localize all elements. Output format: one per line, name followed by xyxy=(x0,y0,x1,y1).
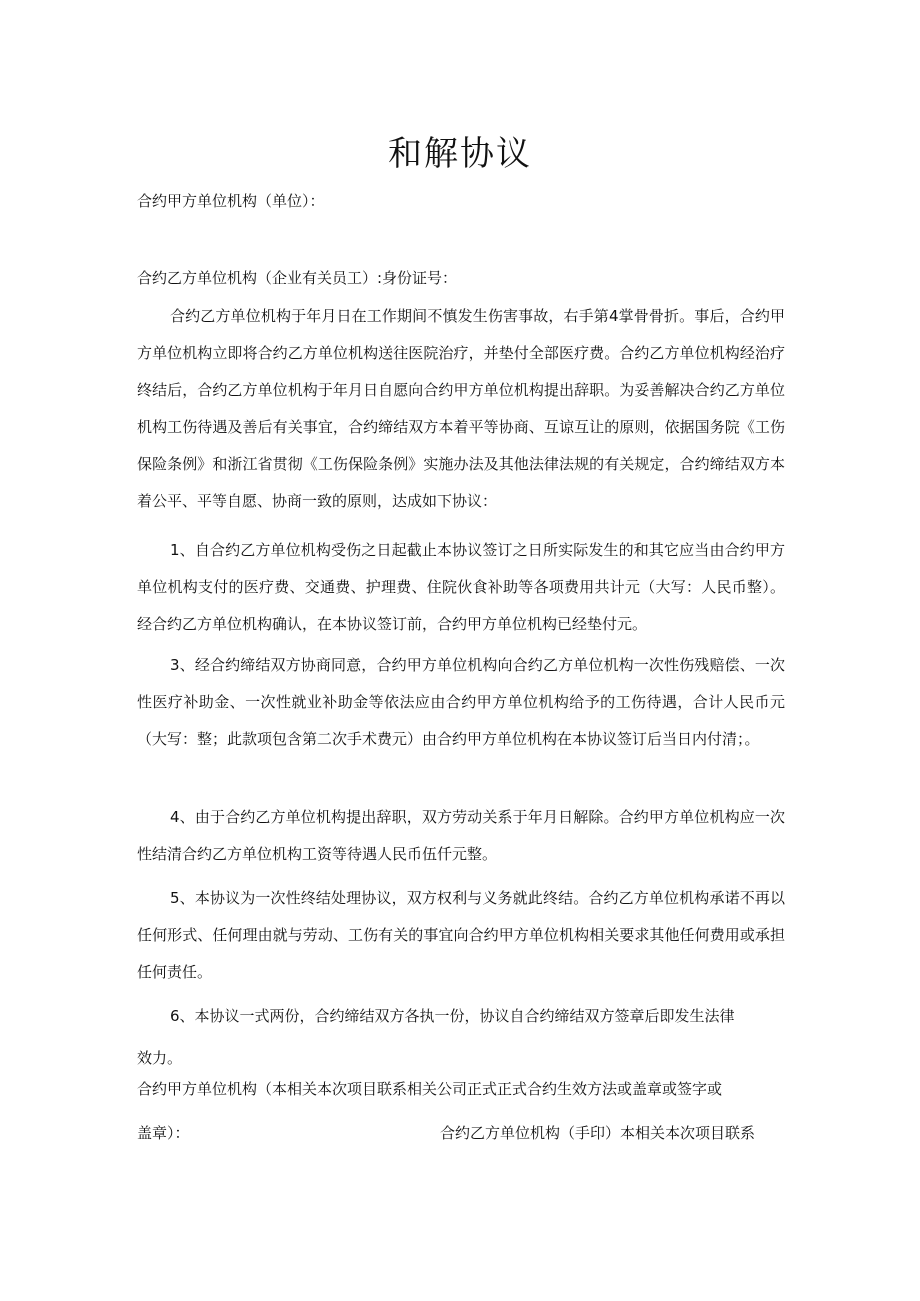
clause-1: 1、自合约乙方单位机构受伤之日起截止本协议签订之日所实际发生的和其它应当由合约甲方单位机构支付的医疗费、交通费、护理费、住院伙食补助等各项费用共计元（大写：人民币整）。经合约乙方单位机构确认，在本协议签订前，合约甲方单位机构已经垫付元。 xyxy=(137,541,785,633)
clause-6-line-2: 效力。 xyxy=(137,1049,183,1067)
clause-3: 3、经合约缔结双方协商同意，合约甲方单位机构向合约乙方单位机构一次性伤残赔偿、一次性医疗补助金、一次性就业补助金等依法应由合约甲方单位机构给予的工伤待遇，合计人民币元（大写：整；此款项包含第二次手术费元）由合约甲方单位机构在本协议签订后当日内付清；。 xyxy=(137,656,785,748)
clause-6-line-1: 6、本协议一式两份，合约缔结双方各执一份，协议自合约缔结双方签章后即发生法律 xyxy=(170,1007,735,1025)
clause-5: 5、本协议为一次性终结处理协议，双方权利与义务就此终结。合约乙方单位机构承诺不再以任何形式、任何理由就与劳动、工伤有关的事宜向合约甲方单位机构相关要求其他任何费用或承担任何责任。 xyxy=(137,889,785,981)
party-b-line: 合约乙方单位机构（企业有关员工）:身份证号： xyxy=(137,269,458,287)
signature-party-b: 合约乙方单位机构（手印）本相关本次项目联系 xyxy=(440,1124,756,1142)
clause-4: 4、由于合约乙方单位机构提出辞职，双方劳动关系于年月日解除。合约甲方单位机构应一次性结清合约乙方单位机构工资等待遇人民币伍仟元整。 xyxy=(137,808,785,863)
intro-paragraph: 合约乙方单位机构于年月日在工作期间不慎发生伤害事故，右手第4掌骨骨折。事后，合约甲方单位机构立即将合约乙方单位机构送往医院治疗，并垫付全部医疗费。合约乙方单位机构经治疗终结后，合约乙方单位机构于年月日自愿向合约甲方单位机构提出辞职。为妥善解决合约乙方单位机构工伤待遇及善后有关事宜，合约缔结双方本着平等协商、互谅互让的原则，依据国务院《工伤保险条例》和浙江省贯彻《工伤保险条例》实施办法及其他法律法规的有关规定，合约缔结双方本着公平、平等自愿、协商一致的原则，达成如下协议： xyxy=(137,307,785,510)
document-title: 和解协议 xyxy=(388,134,532,174)
signature-party-a-line-2: 盖章）： xyxy=(137,1124,190,1142)
party-a-line: 合约甲方单位机构（单位）： xyxy=(137,192,325,210)
signature-party-a-line-1: 合约甲方单位机构（本相关本次项目联系相关公司正式正式合约生效方法或盖章或签字或 xyxy=(137,1080,723,1098)
